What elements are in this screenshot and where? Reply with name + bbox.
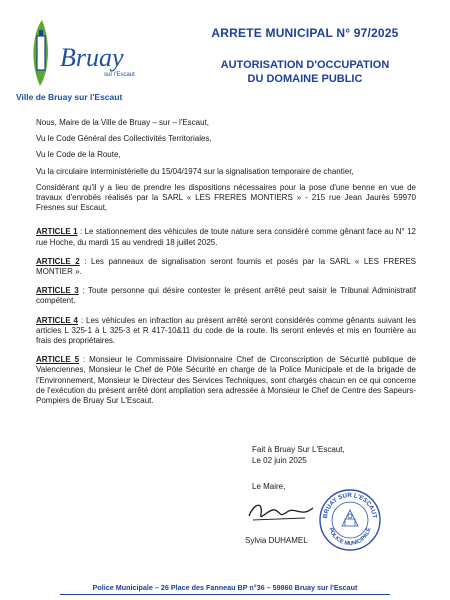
svg-text:BRUAY SUR L'ESCAUT <box>322 492 378 519</box>
preamble-line: Vu le Code Général des Collectivités Territoriales, <box>36 134 212 144</box>
article-5 <box>36 355 416 406</box>
article-1-label: ARTICLE 1 <box>36 227 78 237</box>
subtitle-line-2: DU DOMAINE PUBLIC <box>247 73 363 85</box>
article-2-text: : Les panneaux de signalisation seront fournis et posés par la SARL « LES FRERES MONTIER ». <box>36 256 416 277</box>
stamp-bottom-text: POLICE MUNICIPALE <box>327 527 373 548</box>
article-4-text: : Les véhicules en infraction au présent arrêté seront considérés comme gênants suivant les articles L 325-1 à L 325-3 et R 417-10&11 du code de la route. Ils seront enlevés et mis en fourrière au frais des propriétaires. <box>36 315 416 346</box>
handwritten-signature <box>245 496 317 531</box>
document-body <box>36 118 416 412</box>
subtitle-line-1: AUTORISATION D'OCCUPATION <box>220 59 390 71</box>
preamble-line: Nous, Maire de la Ville de Bruay – sur – l'Escaut, <box>36 118 210 127</box>
preamble-line: Vu le Code de la Route, <box>36 150 121 160</box>
municipal-stamp <box>318 488 382 552</box>
article-3-label: ARTICLE 3 <box>36 286 79 296</box>
logo-suffix: sur l'Escaut <box>104 72 135 78</box>
stamp-emblem-icon <box>342 510 358 526</box>
stamp-top-text: BRUAY SUR L'ESCAUT <box>322 491 378 519</box>
article-5-label: ARTICLE 5 <box>36 355 80 365</box>
article-4-label: ARTICLE 4 <box>36 315 79 325</box>
logo-caption: Ville de Bruay sur l'Escaut <box>16 92 123 102</box>
article-2 <box>36 257 416 277</box>
article-2-label: ARTICLE 2 <box>36 256 80 266</box>
article-5-text: : Monsieur le Commissaire Divisionnaire Chef de Circonscription de Sécurité publique de Valenciennes, Monsieur le Chef de Pôle Sécurité en charge de la Police Municipale et de la brigade de l'Environnement, Monsieur le Directeur des Services Techniques, sont chargés chacun en ce qui concerne de l'exécution du présent arrêté dont ampliation sera adressée à Monsieur le Chef de Centre des Sapeurs-Pompiers de Bruay Sur L'Escaut. <box>36 355 417 406</box>
signature-role: Le Maire, <box>252 482 286 491</box>
article-4 <box>36 316 416 347</box>
signature-block <box>252 445 402 493</box>
svg-text:POLICE MUNICIPALE <box>327 527 372 547</box>
logo-word: Bruay <box>60 43 124 72</box>
title-block <box>170 26 440 86</box>
arrete-title: ARRETE MUNICIPAL N° 97/2025 <box>211 26 399 40</box>
footer-divider <box>60 594 390 595</box>
signature-date: Le 02 juin 2025 <box>252 455 307 465</box>
article-3-text: : Toute personne qui désire contester le présent arrêté peut saisir le Tribunal Administratif compétent. <box>36 286 416 306</box>
signer-name: Sylvia DUHAMEL <box>245 536 308 545</box>
signature-place: Fait à Bruay Sur L'Escaut, <box>252 445 345 454</box>
preamble-line: Considérant qu'il y a lieu de prendre les dispositions nécessaires pour la pose d'une benne en vue de travaux d'enrobés réalisés par la SARL « LES FRERES MONTIERS » - 215 rue Jean Jaurès 59970 Fresnes sur Escaut, <box>36 182 416 213</box>
preamble-line: Vu la circulaire interministérielle du 15/04/1974 sur la signalisation temporaire de chantier, <box>36 166 354 176</box>
arrete-subtitle <box>170 58 440 86</box>
article-1 <box>36 227 416 247</box>
article-3 <box>36 286 416 306</box>
article-1-text: : Le stationnement des véhicules de toute nature sera considéré comme gênant face au N° 12 rue Hoche, du mardi 15 au vendredi 18 juillet 2025. <box>36 227 416 247</box>
footer-address: Police Municipale – 26 Place des Fanneau BP n°36 – 59860 Bruay sur l'Escaut <box>92 583 358 592</box>
logo-tower-icon <box>37 36 45 70</box>
